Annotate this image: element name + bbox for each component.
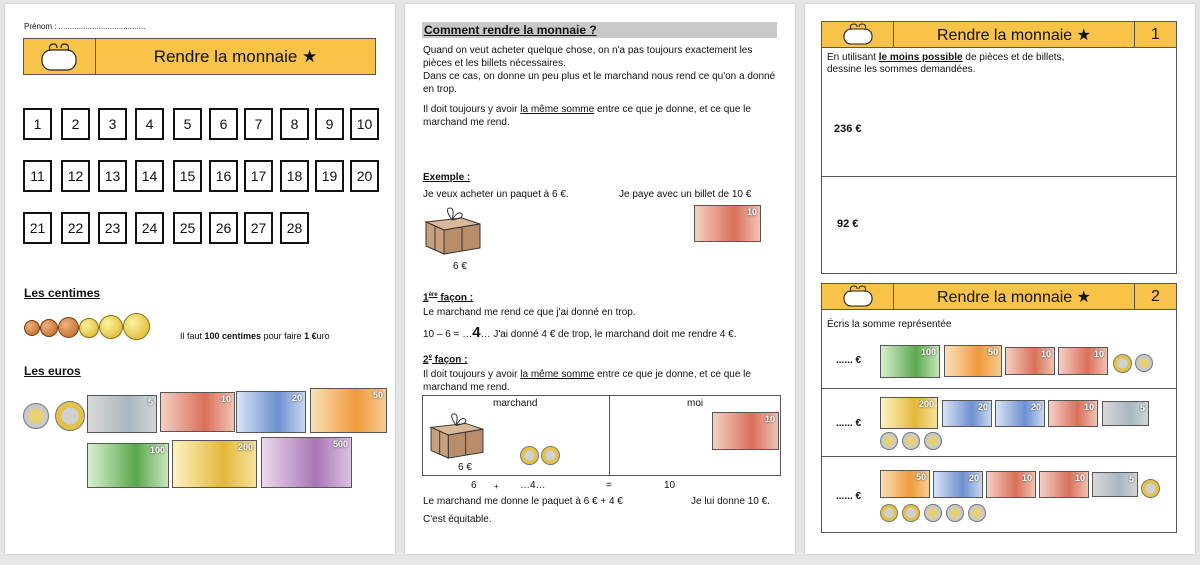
banknote-10-icon: 10 xyxy=(694,205,761,242)
worksheet-page-2 xyxy=(405,4,795,554)
banknote-20-icon: 20 xyxy=(942,400,992,427)
amount-236: 236 € xyxy=(834,123,862,135)
number-box[interactable]: 28 xyxy=(280,212,309,244)
banknote-50-icon: 50 xyxy=(310,388,387,433)
centimes-note: Il faut 100 centimes pour faire 1 €uro xyxy=(180,331,330,341)
divider xyxy=(822,388,1176,389)
equation-plus: + xyxy=(494,482,499,491)
banknote-5-icon: 5 xyxy=(1102,401,1149,426)
number-box[interactable]: 20 xyxy=(350,160,379,192)
purse-icon xyxy=(24,39,96,74)
number-box[interactable]: 5 xyxy=(173,108,202,140)
number-box[interactable]: 14 xyxy=(135,160,164,192)
coin-50c-icon xyxy=(123,313,150,340)
number-box[interactable]: 2 xyxy=(61,108,90,140)
number-box[interactable]: 21 xyxy=(23,212,52,244)
coin-1e-icon xyxy=(946,504,964,522)
number-box[interactable]: 25 xyxy=(173,212,202,244)
prenom-line: Prénom : ....................................... xyxy=(24,22,146,31)
title-banner xyxy=(23,38,376,75)
divider xyxy=(822,456,1176,457)
exemple-heading: Exemple : xyxy=(423,172,471,183)
exchange-table xyxy=(422,395,781,476)
euros-heading: Les euros xyxy=(24,364,81,378)
conclusion-left: Le marchand me donne le paquet à 6 € + 4 € xyxy=(423,496,623,507)
exercise-2-instructions: Écris la somme représentée xyxy=(827,319,952,330)
facon2-text: Il doit toujours y avoir la même somme entre ce que je donne, et ce que le marchand me rend. xyxy=(423,369,751,393)
exercise-1-instructions: En utilisant le moins possible de pièces et de billets, dessine les sommes demandées. xyxy=(827,52,1065,75)
coin-1e-icon xyxy=(902,432,920,450)
facon1-heading: 1ère façon : xyxy=(423,292,474,304)
coin-2e-icon xyxy=(880,504,898,522)
number-box[interactable]: 23 xyxy=(98,212,127,244)
banknote-10-icon: 10 xyxy=(1005,347,1055,375)
number-box[interactable]: 19 xyxy=(315,160,344,192)
gift-box-icon xyxy=(426,410,488,465)
coin-2e-icon xyxy=(1141,479,1160,498)
coin-20c-icon xyxy=(99,315,123,339)
table-gift-price: 6 € xyxy=(458,462,472,473)
banknote-500-icon: 500 xyxy=(261,437,352,488)
equation-4: …4… xyxy=(520,480,546,491)
number-box[interactable]: 16 xyxy=(209,160,238,192)
banknote-50-icon: 50 xyxy=(880,470,930,498)
banknote-10-icon: 10 xyxy=(712,412,779,450)
answer-blank-1[interactable]: ...... € xyxy=(836,355,862,366)
coin-1e-icon xyxy=(968,504,986,522)
exercise-1-number: 1 xyxy=(1134,22,1176,47)
coin-5c-icon xyxy=(58,317,79,338)
banknote-20-icon: 20 xyxy=(933,471,983,498)
number-box[interactable]: 6 xyxy=(209,108,238,140)
exemple-left-text: Je veux acheter un paquet à 6 €. xyxy=(423,189,569,200)
gift-price: 6 € xyxy=(453,261,467,272)
purse-icon xyxy=(822,22,894,47)
exercise-2-frame xyxy=(821,283,1177,533)
banknote-10-icon: 10 xyxy=(1048,400,1098,427)
number-box[interactable]: 13 xyxy=(98,160,127,192)
conclusion-right: Je lui donne 10 €. xyxy=(691,496,770,507)
amount-92: 92 € xyxy=(837,218,859,230)
purse-icon xyxy=(822,284,894,309)
number-box[interactable]: 26 xyxy=(209,212,238,244)
banknote-10-icon: 10 xyxy=(160,392,235,432)
number-box[interactable]: 11 xyxy=(23,160,52,192)
gift-box-icon xyxy=(422,204,484,261)
answer-blank-2[interactable]: ...... € xyxy=(836,418,862,429)
banknote-10-icon: 10 xyxy=(986,471,1036,498)
worksheet-page-3 xyxy=(805,4,1195,554)
coin-10c-icon xyxy=(79,318,99,338)
banknote-10-icon: 10 xyxy=(1039,471,1089,498)
banknote-100-icon: 100 xyxy=(880,345,940,378)
worksheet-page-1 xyxy=(5,4,395,554)
coin-1e-icon xyxy=(924,432,942,450)
facon1-text: Le marchand me rend ce que j'ai donné en trop. xyxy=(423,307,636,318)
centimes-coins xyxy=(24,312,184,342)
number-box[interactable]: 18 xyxy=(280,160,309,192)
coin-1c-icon xyxy=(24,320,40,336)
number-box[interactable]: 22 xyxy=(61,212,90,244)
banknote-5-icon: 5 xyxy=(87,395,157,433)
table-divider xyxy=(609,396,610,475)
exercise-2-header xyxy=(822,284,1176,310)
coin-2e-icon xyxy=(55,401,85,431)
coin-1e-icon xyxy=(880,432,898,450)
number-box[interactable]: 7 xyxy=(244,108,273,140)
section-title: Comment rendre la monnaie ? xyxy=(422,22,777,38)
number-box[interactable]: 8 xyxy=(280,108,309,140)
coin-2e-icon xyxy=(541,446,560,465)
exercise-2-number: 2 xyxy=(1134,284,1176,309)
coin-2e-icon xyxy=(1113,354,1132,373)
coin-1e-icon xyxy=(23,403,49,429)
euros-collection xyxy=(23,387,383,497)
banknote-200-icon: 200 xyxy=(880,397,938,429)
divider xyxy=(822,176,1176,177)
coin-2e-icon xyxy=(902,504,920,522)
exercise-1-frame xyxy=(821,21,1177,274)
number-box[interactable]: 15 xyxy=(173,160,202,192)
banknote-20-icon: 20 xyxy=(995,400,1045,427)
banknote-5-icon: 5 xyxy=(1092,472,1138,497)
equation-equals: = xyxy=(606,480,612,491)
number-box[interactable]: 12 xyxy=(61,160,90,192)
coin-2c-icon xyxy=(40,319,58,337)
facon2-heading: 2e façon : xyxy=(423,354,468,366)
banknote-20-icon: 20 xyxy=(236,391,306,433)
col-moi: moi xyxy=(687,398,704,409)
banknote-10-icon: 10 xyxy=(1058,347,1108,375)
conclusion-end: C'est équitable. xyxy=(423,514,492,525)
number-box[interactable]: 17 xyxy=(244,160,273,192)
number-box[interactable]: 3 xyxy=(98,108,127,140)
exemple-right-text: Je paye avec un billet de 10 € xyxy=(619,189,752,200)
banknote-100-icon: 100 xyxy=(87,443,169,488)
exercise-2-title: Rendre la monnaie ★ xyxy=(937,288,1091,306)
exercise-1-header xyxy=(822,22,1176,48)
centimes-heading: Les centimes xyxy=(24,286,101,300)
exercise-1-title: Rendre la monnaie ★ xyxy=(937,26,1091,44)
page-title: Rendre la monnaie ★ xyxy=(153,46,318,66)
number-box[interactable]: 1 xyxy=(23,108,52,140)
facon1-calculation: 10 – 6 = …4… J'ai donné 4 € de trop, le marchand doit me rendre 4 €. xyxy=(423,324,737,341)
number-box[interactable]: 24 xyxy=(135,212,164,244)
intro-paragraph-3: Il doit toujours y avoir la même somme entre ce que je donne, et ce que le marchand me rend. xyxy=(423,104,751,128)
equation-10: 10 xyxy=(664,480,676,491)
banknote-50-icon: 50 xyxy=(944,345,1002,377)
coin-1e-icon xyxy=(924,504,942,522)
number-box[interactable]: 27 xyxy=(244,212,273,244)
coin-2e-icon xyxy=(520,446,539,465)
number-box[interactable]: 9 xyxy=(315,108,344,140)
banknote-200-icon: 200 xyxy=(172,440,257,488)
intro-paragraph-1: Quand on veut acheter quelque chose, on n'a pas toujours exactement les pièces et les billets nécessaires. xyxy=(423,45,753,69)
coin-1e-icon xyxy=(1135,354,1153,372)
answer-blank-3[interactable]: ...... € xyxy=(836,491,862,502)
intro-paragraph-2: Dans ce cas, on donne un peu plus et le marchand nous rend ce qu'on a donné en trop. xyxy=(423,71,776,95)
number-box[interactable]: 10 xyxy=(350,108,379,140)
number-box[interactable]: 4 xyxy=(135,108,164,140)
equation-6: 6 xyxy=(471,480,477,491)
col-marchand: marchand xyxy=(493,398,538,409)
